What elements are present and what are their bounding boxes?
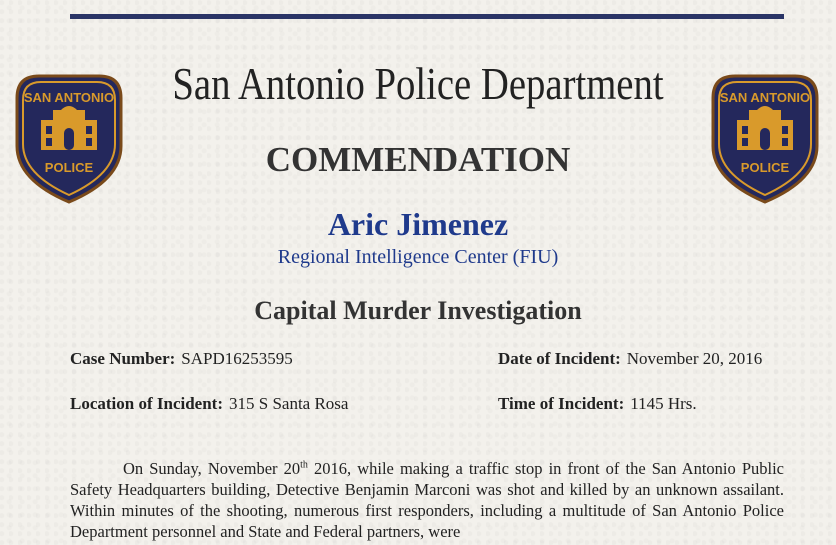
time-value: 1145 Hrs. bbox=[630, 394, 697, 413]
case-number-label: Case Number: bbox=[70, 349, 176, 368]
date-of-incident-field bbox=[498, 350, 762, 367]
date-value: November 20, 2016 bbox=[626, 349, 763, 368]
location-value: 315 S Santa Rosa bbox=[229, 394, 349, 413]
badge-bottom-text: POLICE bbox=[44, 160, 94, 175]
document-subtitle: COMMENDATION bbox=[265, 140, 571, 179]
recipient-unit: Regional Intelligence Center (FIU) bbox=[277, 246, 559, 268]
case-number-field bbox=[70, 350, 293, 367]
time-of-incident-field bbox=[498, 395, 697, 412]
case-number-value: SAPD16253595 bbox=[181, 349, 293, 368]
location-label: Location of Incident: bbox=[70, 394, 223, 413]
time-label: Time of Incident: bbox=[498, 394, 625, 413]
department-title: San Antonio Police Department bbox=[172, 59, 664, 109]
location-field bbox=[70, 395, 348, 412]
recipient-name: Aric Jimenez bbox=[327, 206, 509, 242]
badge-top-text: SAN ANTONIO bbox=[23, 90, 115, 105]
date-label: Date of Incident: bbox=[498, 349, 621, 368]
narrative-body bbox=[70, 458, 784, 542]
badge-top-text: SAN ANTONIO bbox=[719, 90, 811, 105]
badge-bottom-text: POLICE bbox=[740, 160, 790, 175]
investigation-title: Capital Murder Investigation bbox=[254, 296, 582, 325]
narrative-paragraph: On Sunday, November 20th 2016, while making a traffic stop in front of the San Antonio Public Safety Headquarters building, Detective Benjamin Marconi was shot and killed by an unknown assailant. Within minutes of the shooting, numerous first responders, including a multitude of San Antonio Police Department personnel and State and Federal partners, were bbox=[70, 459, 784, 541]
top-border-rule bbox=[70, 14, 784, 19]
